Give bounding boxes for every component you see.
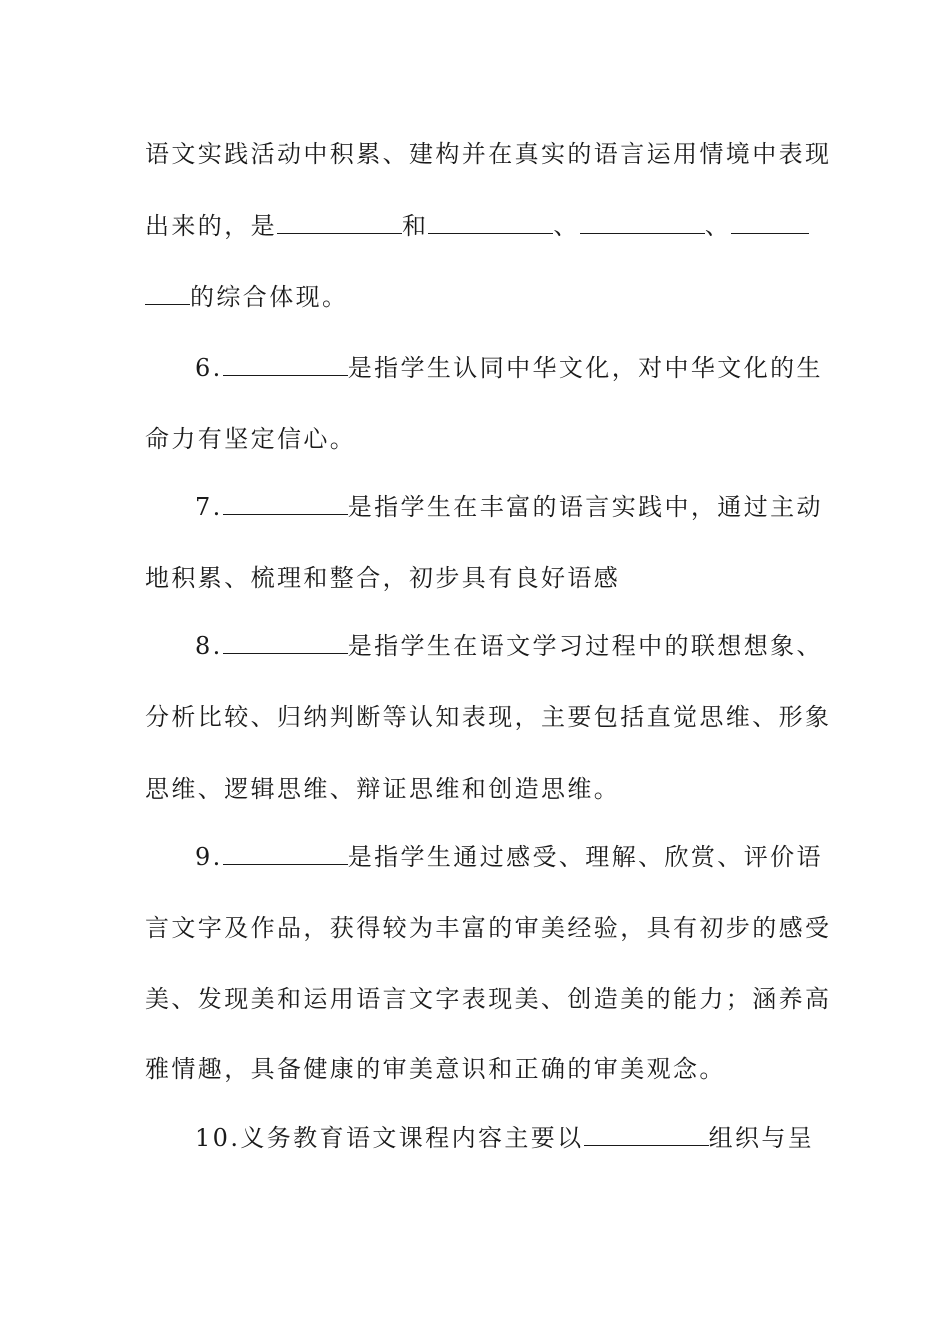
question-10 [195,1123,814,1153]
line-text: 、 [704,212,732,240]
line-text: 命力有坚定信心。 [145,425,357,453]
line-text: 和 [402,212,429,240]
question-8 [195,631,823,661]
text-line [145,774,620,804]
line-text: 是指学生在语文学习过程中的联想想象、 [347,632,823,660]
fill-blank-line [145,282,348,312]
answer-blank[interactable] [223,631,348,654]
question-6 [195,353,823,383]
answer-blank[interactable] [223,842,348,865]
line-text: 的综合体现。 [190,283,349,311]
answer-blank[interactable] [731,211,809,234]
question-9 [195,842,823,872]
line-text: 美、发现美和运用语言文字表现美、创造美的能力；涵养高 [145,985,832,1013]
answer-blank[interactable] [223,353,348,376]
answer-blank[interactable] [145,282,190,305]
text-line [145,1054,726,1084]
text-line [145,563,620,593]
line-text: 组织与呈 [708,1124,815,1152]
text-line [145,913,831,943]
line-text: 分析比较、归纳判断等认知表现，主要包括直觉思维、形象 [145,703,832,731]
answer-blank[interactable] [277,211,402,234]
line-text: 思维、逻辑思维、辩证思维和创造思维。 [145,775,621,803]
text-line [145,702,831,732]
fill-blank-line [145,211,809,241]
question-7 [195,492,823,522]
line-text: 语文实践活动中积累、建构并在真实的语言运用情境中表现 [145,140,832,168]
line-text: 地积累、梳理和整合，初步具有良好语感 [145,564,621,592]
question-number: 9. [195,843,223,871]
text-line [145,984,831,1014]
line-text: 是指学生通过感受、理解、欣赏、评价语 [347,843,823,871]
text-line [145,424,356,454]
answer-blank[interactable] [223,492,348,515]
line-text: 是指学生在丰富的语言实践中，通过主动 [347,493,823,521]
answer-blank[interactable] [584,1123,709,1146]
line-text: 雅情趣，具备健康的审美意识和正确的审美观念。 [145,1055,726,1083]
question-number: 6. [195,354,223,382]
line-text: 出来的，是 [145,212,277,240]
line-text: 是指学生认同中华文化，对中华文化的生 [347,354,823,382]
line-text: 、 [553,212,580,240]
question-number: 7. [195,493,223,521]
answer-blank[interactable] [428,211,553,234]
text-line [145,139,831,169]
line-text: 言文字及作品，获得较为丰富的审美经验，具有初步的感受 [145,914,832,942]
question-number: 8. [195,632,223,660]
answer-blank[interactable] [580,211,705,234]
line-text: 10.义务教育语文课程内容主要以 [195,1124,584,1152]
